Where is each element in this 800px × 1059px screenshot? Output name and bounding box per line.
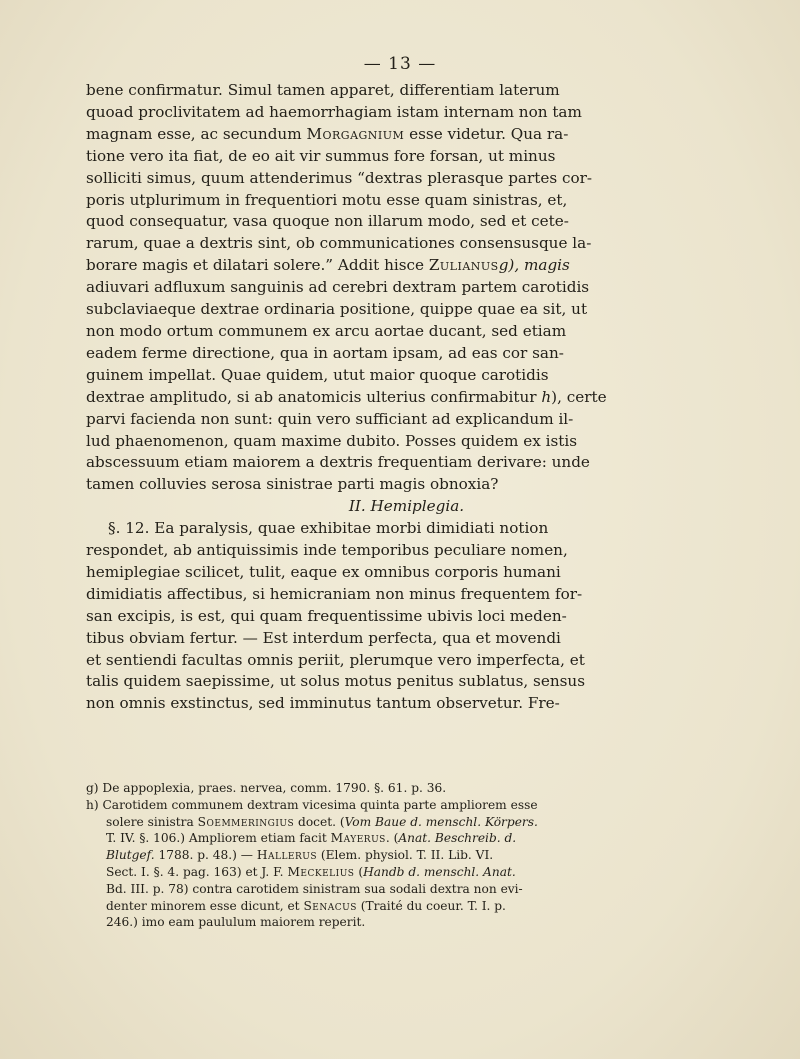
author-name: Morgagnium [306, 124, 405, 143]
footnote-h [86, 797, 727, 931]
text-line: et sentiendi facultas omnis periit, plerumque vero imperfecta, et [86, 650, 585, 669]
text-line: abscessuum etiam maiorem a dextris frequentiam derivare: unde [86, 453, 590, 472]
footnote-text: ( [354, 864, 364, 879]
text-line: rarum, quae a dextris sint, ob communicationes consensusque la- [86, 234, 592, 253]
footnote-text: 246.) imo eam paululum maiorem reperit. [106, 915, 366, 930]
page-number: — 13 — [363, 54, 437, 74]
footnote-text: solere sinistra [106, 814, 198, 829]
author-name: Hallerus [256, 848, 318, 863]
footnote-ref: g), magis [498, 256, 570, 275]
text-line: adiuvari adfluxum sanguinis ad cerebri dextram partem carotidis [86, 278, 590, 297]
text-line: solliciti simus, quum attenderimus “dextras plerasque partes cor- [86, 168, 592, 187]
text-line: §. 12. Ea paralysis, quae exhibitae morbi dimidiati notion [108, 519, 549, 538]
book-title: Vom Baue d. menschl. Körpers. [344, 814, 538, 829]
text-line: non modo ortum communem ex arcu aortae ducant, sed etiam [86, 321, 567, 340]
author-name: Soemmeringius [197, 814, 295, 829]
text-line: tamen colluvies serosa sinistrae parti magis obnoxia? [86, 475, 499, 494]
text-line: hemiplegiae scilicet, tulit, eaque ex omnibus corporis humani [86, 562, 561, 581]
section-heading: II. Hemiplegia. [348, 497, 465, 516]
text-line: talis quidem saepissime, ut solus motus penitus sublatus, sensus [86, 672, 585, 691]
text-line: dextrae amplitudo, si ab anatomicis ulterius confirmabitur [86, 387, 542, 406]
text-line: bene confirmatur. Simul tamen apparet, differentiam laterum [86, 81, 560, 99]
book-title: Handb d. menschl. Anat. [363, 864, 516, 879]
text-line: respondet, ab antiquissimis inde temporibus peculiare nomen, [86, 541, 568, 560]
footnote-g: g) De appoplexia, praes. nervea, comm. 1790. §. 61. p. 36. [86, 781, 447, 795]
footnote-text: T. IV. §. 106.) Ampliorem etiam facit [106, 831, 331, 846]
footnote-text: denter minorem esse dicunt, et [106, 898, 304, 913]
text-line: magnam esse, ac secundum [86, 124, 307, 143]
text-line: san excipis, is est, qui quam frequentissime ubivis loci meden- [86, 606, 567, 625]
footnote-text: . ( [385, 831, 399, 846]
book-title: Anat. Beschreib. d. [398, 831, 517, 846]
main-text [86, 80, 727, 715]
text-line: tione vero ita fiat, de eo ait vir summus fore forsan, ut minus [86, 146, 556, 165]
author-name: Meckelius [287, 864, 355, 879]
paragraph-2 [86, 518, 727, 715]
footnote-ref: h [541, 387, 552, 406]
author-name: Mayerus [330, 831, 386, 846]
text-line: dimidiatis affectibus, si hemicraniam non minus frequentem for- [86, 584, 583, 603]
text-line: lud phaenomenon, quam maxime dubito. Posses quidem ex istis [86, 431, 578, 450]
footnote-text: docet. ( [294, 814, 345, 829]
footnote-text: Sect. I. §. 4. pag. 163) et J. F. [106, 864, 288, 879]
footnote-text: h) Carotidem communem dextram vicesima quinta parte ampliorem esse [86, 797, 538, 812]
text-line: quoad proclivitatem ad haemorrhagiam istam internam non tam [86, 102, 582, 121]
text-line: ), certe [551, 387, 607, 406]
text-line: borare magis et dilatari solere.” Addit hisce [86, 256, 429, 275]
text-line: quod consequatur, vasa quoque non illarum modo, sed et cete- [86, 212, 569, 231]
text-line: guinem impellat. Quae quidem, utut maior quoque carotidis [86, 365, 549, 384]
author-name: Senacus [303, 898, 357, 913]
footnote-text: 1788. p. 48.) — [154, 848, 257, 863]
text-line: non omnis exstinctus, sed imminutus tantum observetur. Fre- [86, 694, 560, 713]
paragraph-1 [86, 80, 727, 496]
author-name: Zulianus [428, 256, 499, 275]
footnote-text: (Elem. physiol. T. II. Lib. VI. [317, 848, 494, 863]
text-line: eadem ferme directione, qua in aortam ipsam, ad eas cor san- [86, 343, 564, 362]
footnote-text: Bd. III. p. 78) contra carotidem sinistram sua sodali dextra non evi- [106, 881, 523, 896]
book-title: Blutgef. [106, 848, 155, 863]
footnote-text: (Traité du coeur. T. I. p. [356, 898, 506, 913]
text-line: esse videtur. Qua ra- [404, 124, 569, 143]
text-line: subclaviaeque dextrae ordinaria positione, quippe quae ea sit, ut [86, 300, 588, 319]
text-line: tibus obviam fertur. — Est interdum perfecta, qua et movendi [86, 628, 561, 647]
text-line: poris utplurimum in frequentiori motu esse quam sinistras, et, [86, 190, 568, 209]
footnotes [86, 780, 727, 931]
text-line: parvi facienda non sunt: quin vero sufficiant ad explicandum il- [86, 409, 574, 428]
